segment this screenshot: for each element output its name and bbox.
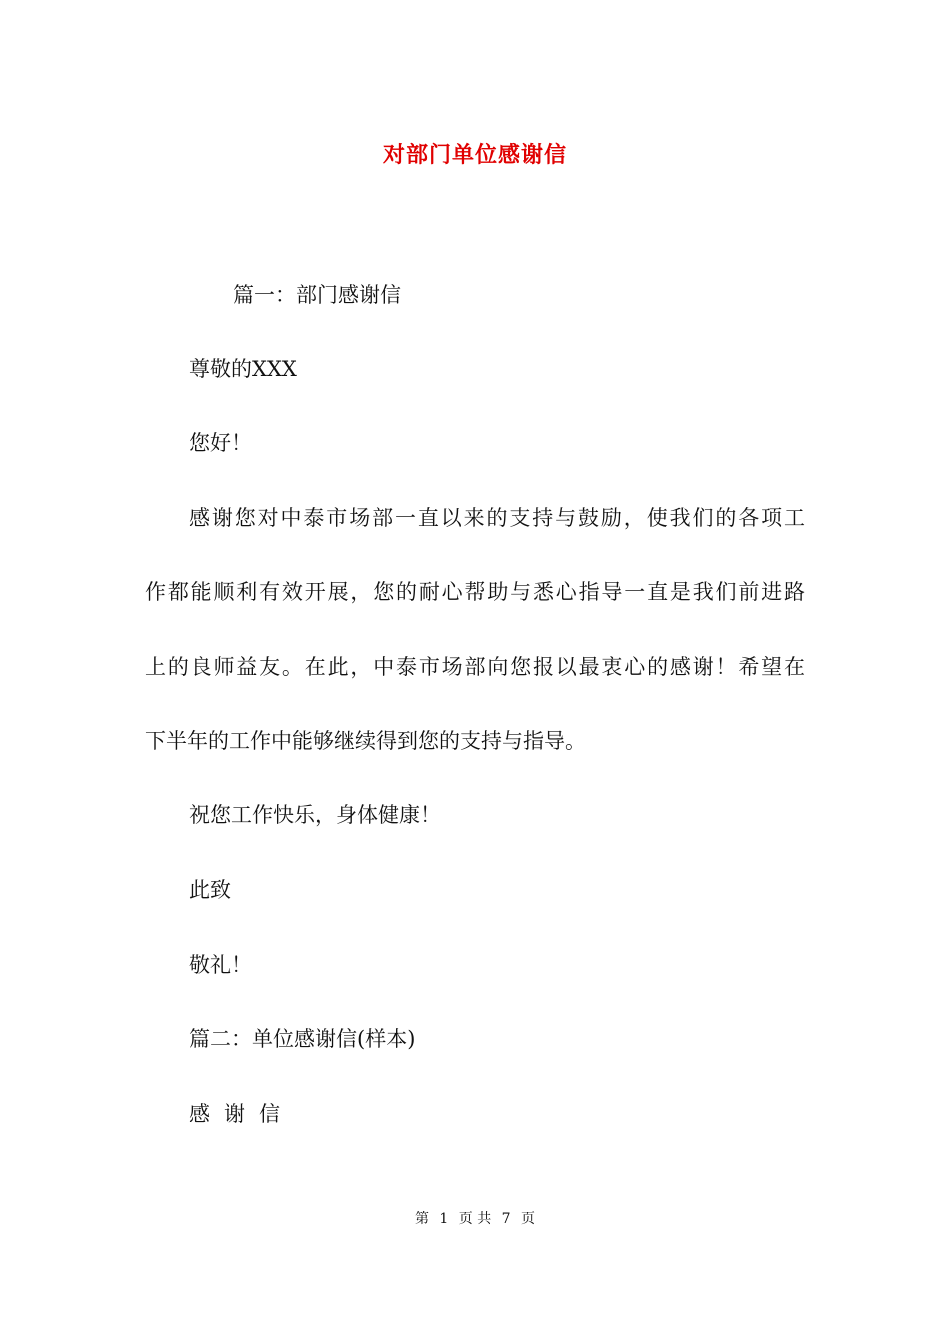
section2-heading: 篇二：单位感谢信(样本) — [189, 1027, 416, 1051]
wishes: 祝您工作快乐，身体健康！ — [189, 803, 441, 827]
section2-title: 感谢信 — [189, 1102, 294, 1126]
body-line-3: 上的良师益友。在此，中泰市场部向您报以最衷心的感谢！希望在 — [145, 655, 805, 679]
footer-total-pages: 7 — [501, 1211, 511, 1227]
document-title: 对部门单位感谢信 — [382, 142, 567, 168]
body-line-4: 下半年的工作中能够继续得到您的支持与指导。 — [145, 729, 586, 753]
page-footer — [0, 1208, 950, 1228]
footer-mid: 页 共 — [458, 1211, 492, 1227]
footer-prefix: 第 — [414, 1211, 429, 1227]
body-line-1: 感谢您对中泰市场部一直以来的支持与鼓励，使我们的各项工 — [189, 506, 805, 530]
section1-heading: 篇一：部门感谢信 — [233, 283, 401, 307]
footer-page-number: 1 — [439, 1211, 449, 1227]
footer-suffix: 页 — [521, 1211, 536, 1227]
greeting: 您好！ — [189, 431, 252, 455]
body-line-2: 作都能顺利有效开展，您的耐心帮助与悉心指导一直是我们前进路 — [145, 580, 805, 604]
closing-line-2: 敬礼！ — [189, 953, 252, 977]
closing-line-1: 此致 — [189, 878, 231, 902]
salutation: 尊敬的XXX — [189, 357, 297, 381]
